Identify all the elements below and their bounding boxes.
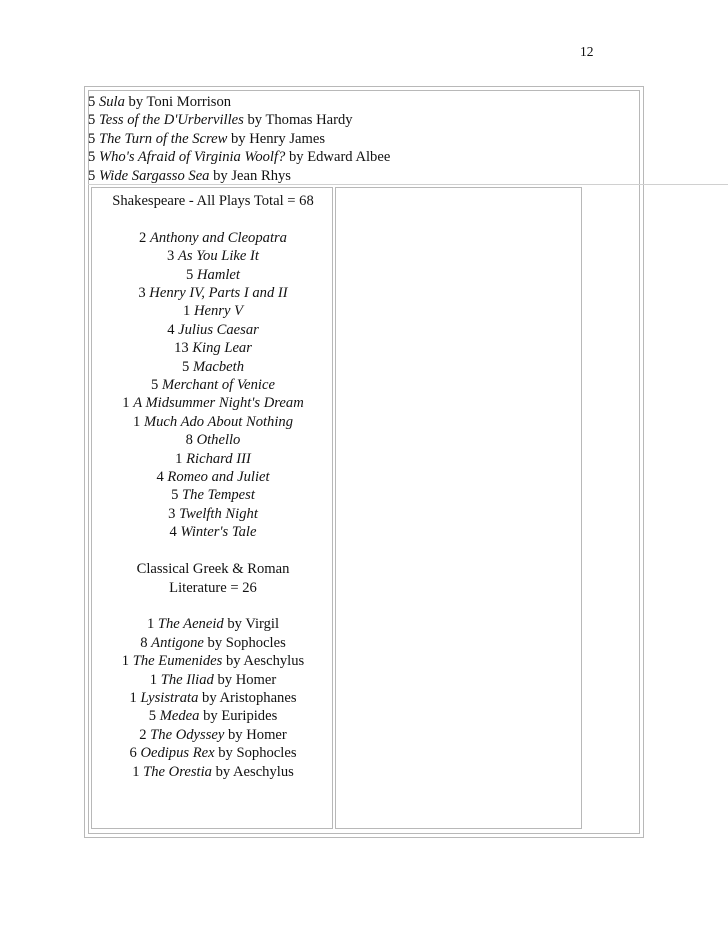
list-item: 1 The Eumenides by Aeschylus xyxy=(121,653,305,670)
top-book-list xyxy=(88,93,390,185)
list-item: 13 King Lear xyxy=(174,340,252,357)
list-item: 2 The Odyssey by Homer xyxy=(139,726,287,743)
list-item: 5 Sula by Toni Morrison xyxy=(88,94,232,110)
list-item: 1 Lysistrata by Aristophanes xyxy=(129,689,297,706)
list-item: 4 Winter's Tale xyxy=(169,524,257,541)
list-item: 5 Medea by Euripides xyxy=(148,708,278,725)
list-item: 1 The Orestia by Aeschylus xyxy=(132,763,294,780)
list-item: 5 Who's Afraid of Virginia Woolf? by Edward Albee xyxy=(88,149,391,166)
list-item: 8 Antigone by Sophocles xyxy=(140,634,286,651)
list-item: 5 Merchant of Venice xyxy=(151,377,275,394)
classical-heading-line2: Literature = 26 xyxy=(169,579,257,596)
list-item: 1 A Midsummer Night's Dream xyxy=(122,395,304,412)
list-item: 1 The Aeneid by Virgil xyxy=(146,616,280,633)
list-item: 5 The Turn of the Screw by Henry James xyxy=(88,130,326,147)
classical-heading: Classical Greek & Roman xyxy=(136,561,290,578)
list-item: 3 Henry IV, Parts I and II xyxy=(138,285,288,302)
list-item: 4 Romeo and Juliet xyxy=(156,469,270,486)
list-item: 1 The Iliad by Homer xyxy=(149,671,277,688)
list-item: 8 Othello xyxy=(185,432,241,449)
list-item: 1 Richard III xyxy=(175,450,251,467)
list-item: 2 Anthony and Cleopatra xyxy=(139,229,287,246)
list-item: 3 Twelfth Night xyxy=(168,505,258,522)
page-number: 12 xyxy=(580,44,594,59)
list-item: 4 Julius Caesar xyxy=(167,321,259,338)
shakespeare-heading: Shakespeare - All Plays Total = 68 xyxy=(112,193,314,209)
right-column-cell xyxy=(335,187,582,829)
list-item: 3 As You Like It xyxy=(167,248,259,265)
list-item: 5 Hamlet xyxy=(186,266,240,283)
list-item: 6 Oedipus Rex by Sophocles xyxy=(129,745,297,762)
list-item: 5 The Tempest xyxy=(171,487,255,504)
list-item: 5 Macbeth xyxy=(181,358,244,375)
list-item: 5 Wide Sargasso Sea by Jean Rhys xyxy=(88,167,291,184)
list-item: 1 Much Ado About Nothing xyxy=(133,413,293,430)
left-column-content xyxy=(91,192,335,781)
list-item: 5 Tess of the D'Urbervilles by Thomas Hardy xyxy=(88,112,353,129)
list-item: 1 Henry V xyxy=(183,303,243,320)
